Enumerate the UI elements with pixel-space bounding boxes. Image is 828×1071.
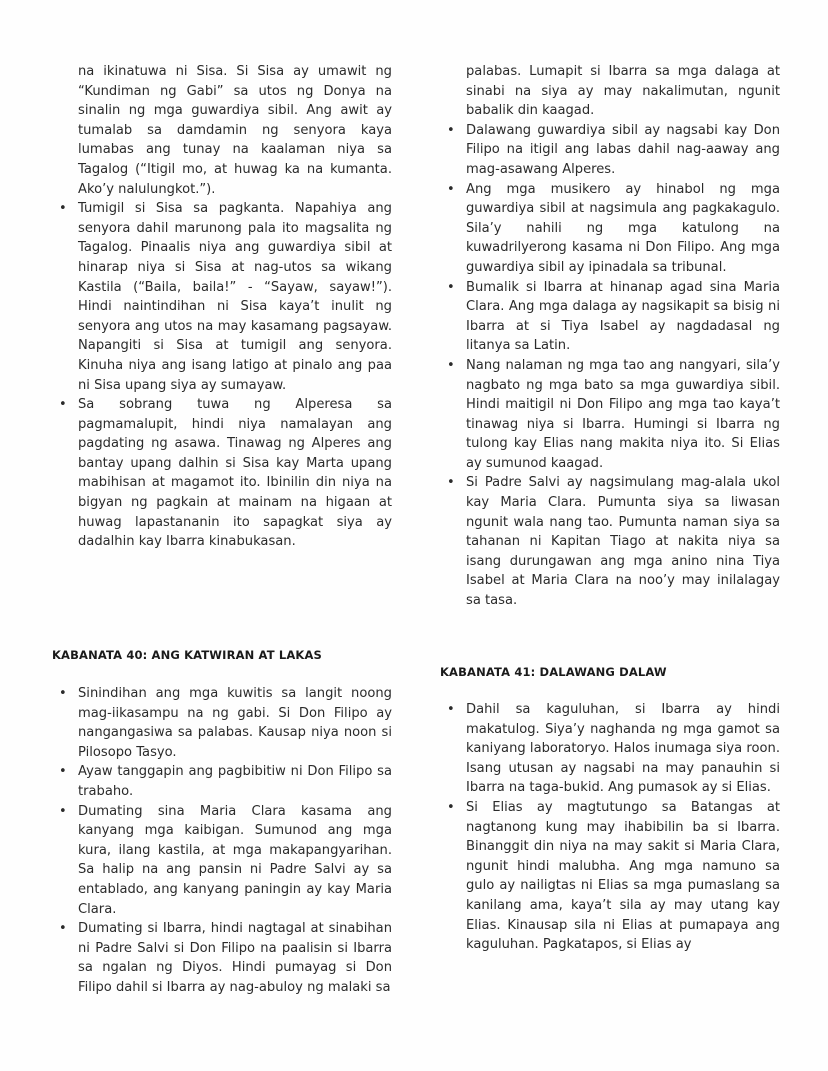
left-chapter-heading-block (52, 648, 322, 662)
list-item: • Bumalik si Ibarra at hinanap agad sina Maria Clara. Ang mga dalaga ay nagsikapit sa bisig ni Ibarra at si Tiya Isabel ay nagdadasal ng litanya sa Latin. (440, 278, 780, 356)
chapter-heading-41: KABANATA 41: DALAWANG DALAW (440, 665, 667, 679)
right-column-top (440, 62, 780, 611)
right-continued-paragraph: palabas. Lumapit si Ibarra sa mga dalaga at sinabi na siya ay may nakalimutan, ngunit babalik din kaagad. (466, 64, 780, 119)
left-continued-paragraph: na ikinatuwa ni Sisa. Si Sisa ay umawit ng “Kundiman ng Gabi” sa utos ng Donya na sinalin ng mga guwardiya sibil. Ang awit ay tumalab sa damdamin ng senyora kaya lumabas ang tunay na kaalaman niya sa Tagalog (“Itigil mo, at huwag ka na kumanta. Ako’y nalulungkot.”). (78, 64, 392, 197)
right-column-section-41 (440, 700, 780, 955)
right-chapter-heading-block (440, 665, 667, 679)
chapter-heading-40: KABANATA 40: ANG KATWIRAN AT LAKAS (52, 648, 322, 662)
right-bullet-list-top (440, 121, 780, 611)
left-bullet-list-top (52, 199, 392, 552)
left-column-top (52, 62, 392, 552)
left-column-section-40 (52, 684, 392, 998)
list-item: • Dalawang guwardiya sibil ay nagsabi kay Don Filipo na itigil ang labas dahil nag-aaway ang mag-asawang Alperes. (440, 121, 780, 180)
left-bullet-list-section (52, 684, 392, 998)
list-item: • Si Padre Salvi ay nagsimulang mag-alala ukol kay Maria Clara. Pumunta siya sa liwasan ngunit wala nang tao. Pumunta naman siya sa tahanan ni Kapitan Tiago at nakita niya sa isang durungawan ang mga anino nina Tiya Isabel at Maria Clara na noo’y may inilalagay sa tasa. (440, 473, 780, 610)
list-item: • Ayaw tanggapin ang pagbibitiw ni Don Filipo sa trabaho. (52, 762, 392, 801)
list-item: • Si Elias ay magtutungo sa Batangas at nagtanong kung may ihabibilin ba si Ibarra. Binanggit din niya na may sakit si Maria Clara, ngunit hindi malubha. Ang mga namuno sa gulo ay nailigtas ni Elias sa mga pumaslang sa kanilang ama, kaya’t sila ay may utang kay Elias. Kinausap sila ni Elias at pumapaya ang kaguluhan. Pagkatapos, si Elias ay (440, 798, 780, 955)
list-item: • Tumigil si Sisa sa pagkanta. Napahiya ang senyora dahil marunong pala ito magsalita ng Tagalog. Pinaalis niya ang guwardiya sibil at hinarap niya si Sisa at nag-utos sa wikang Kastila (“Baila, baila!” - “Sayaw, sayaw!”). Hindi naintindihan ni Sisa kaya’t inulit ng senyora ang utos na may kasamang pagsayaw. Napangiti si Sisa at tumigil ang senyora. Kinuha niya ang isang latigo at pinalo ang paa ni Sisa upang siya ay sumayaw. (52, 199, 392, 395)
list-item: • Sa sobrang tuwa ng Alperesa sa pagmamalupit, hindi niya namalayan ang pagdating ng asawa. Tinawag ng Alperes ang bantay upang dalhin si Sisa kay Marta upang mabihisan at magamot ito. Ibinilin din niya na bigyan ng pagkain at mainam na higaan at huwag lapastananin ito sapagkat siya ay dadalhin kay Ibarra kinabukasan. (52, 395, 392, 552)
list-item: • Nang nalaman ng mga tao ang nangyari, sila’y nagbato ng mga bato sa mga guwardiya sibil. Hindi maitigil ni Don Filipo ang mga tao kaya’t tinawag niya si Ibarra. Humingi si Ibarra ng tulong kay Elias nang makita niya ito. Si Elias ay sumunod kaagad. (440, 356, 780, 474)
list-item: • Dumating si Ibarra, hindi nagtagal at sinabihan ni Padre Salvi si Don Filipo na paalisin si Ibarra sa ngalan ng Diyos. Hindi pumayag si Don Filipo dahil si Ibarra ay nag-abuloy ng malaki sa (52, 919, 392, 997)
list-item: • Dumating sina Maria Clara kasama ang kanyang mga kaibigan. Sumunod ang mga kura, ilang kastila, at mga makapangyarihan. Sa halip na ang pansin ni Padre Salvi ay sa entablado, ang kanyang paningin ay kay Maria Clara. (52, 802, 392, 920)
list-item: • Ang mga musikero ay hinabol ng mga guwardiya sibil at nagsimula ang pagkakagulo. Sila’y nahili ng mga katulong na kuwadrilyerong kasama ni Don Filipo. Ang mga guwardiya sibil ay ipinadala sa tribunal. (440, 180, 780, 278)
list-item: • Sinindihan ang mga kuwitis sa langit noong mag-iikasampu na ng gabi. Si Don Filipo ay nangangasiwa sa palabas. Kausap niya noon si Pilosopo Tasyo. (52, 684, 392, 762)
list-item: • Dahil sa kaguluhan, si Ibarra ay hindi makatulog. Siya’y naghanda ng mga gamot sa kaniyang laboratoryo. Halos inumaga siya roon. Isang utusan ay nagsabi na may panauhin si Ibarra na taga-bukid. Ang pumasok ay si Elias. (440, 700, 780, 798)
right-bullet-list-section (440, 700, 780, 955)
